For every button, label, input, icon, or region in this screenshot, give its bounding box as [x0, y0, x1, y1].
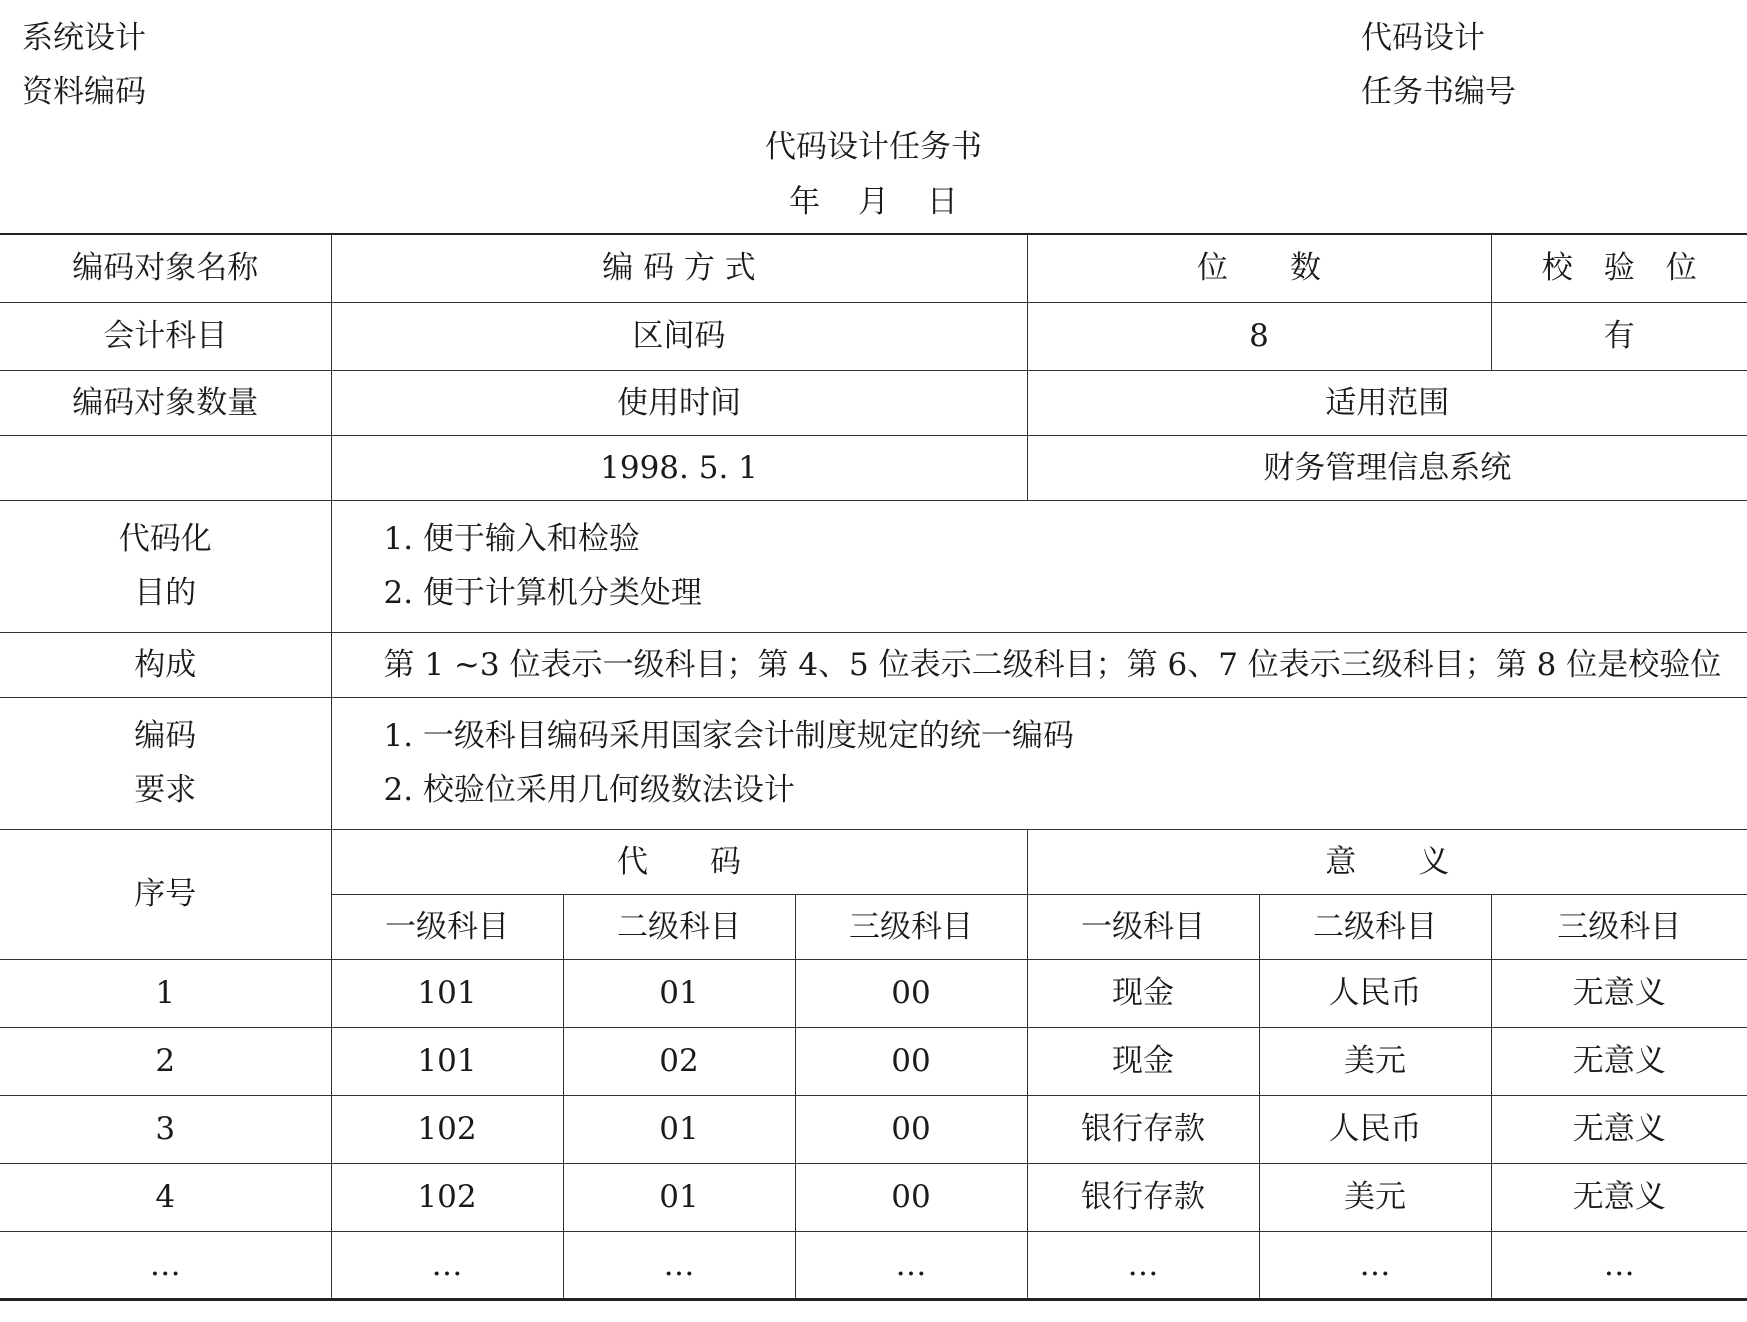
- usage-value-row: [0, 435, 1747, 500]
- cell-code-level2: 01: [563, 1163, 795, 1231]
- meaning-group-header: 意 义: [1027, 829, 1747, 894]
- table-row: [0, 1163, 1747, 1231]
- scope-header: 适用范围: [1027, 370, 1747, 435]
- cell-meaning-level2: 人民币: [1259, 1095, 1491, 1163]
- cell-code-level3: …: [795, 1231, 1027, 1299]
- date-day: 日: [926, 184, 958, 220]
- overview-value-row: [0, 302, 1747, 370]
- scope-value: 财务管理信息系统: [1027, 435, 1747, 500]
- code-design-form: [0, 233, 1747, 1301]
- cell-code-level2: 02: [563, 1027, 795, 1095]
- cell-meaning-level3: 无意义: [1491, 959, 1747, 1027]
- cell-sequence: 3: [0, 1095, 331, 1163]
- task-number-label: 任务书编号: [1361, 74, 1516, 110]
- cell-code-level1: 101: [331, 959, 563, 1027]
- digits-header: 位 数: [1027, 234, 1491, 302]
- cell-meaning-level3: 无意义: [1491, 1095, 1747, 1163]
- cell-sequence: …: [0, 1231, 331, 1299]
- sequence-header: 序号: [0, 829, 331, 959]
- object-count-header: 编码对象数量: [0, 370, 331, 435]
- purpose-row: [0, 500, 1747, 632]
- date-line: [0, 182, 1747, 222]
- table-row: [0, 959, 1747, 1027]
- cell-meaning-level2: 人民币: [1259, 959, 1491, 1027]
- check-digit-value: 有: [1491, 302, 1747, 370]
- cell-code-level1: 102: [331, 1095, 563, 1163]
- cell-meaning-level2: …: [1259, 1231, 1491, 1299]
- system-design-label: 系统设计: [22, 20, 146, 56]
- composition-row: [0, 632, 1747, 697]
- cell-code-level1: 102: [331, 1163, 563, 1231]
- cell-code-level1: …: [331, 1231, 563, 1299]
- digits-value: 8: [1027, 302, 1491, 370]
- cell-code-level3: 00: [795, 959, 1027, 1027]
- code-level3-header: 三级科目: [795, 894, 1027, 959]
- cell-meaning-level3: …: [1491, 1231, 1747, 1299]
- cell-meaning-level1: 现金: [1027, 1027, 1259, 1095]
- requirement-item: 2. 校验位采用几何级数法设计: [383, 772, 795, 808]
- cell-meaning-level2: 美元: [1259, 1163, 1491, 1231]
- purpose-content: [331, 500, 1747, 632]
- cell-code-level3: 00: [795, 1027, 1027, 1095]
- cell-meaning-level1: 银行存款: [1027, 1163, 1259, 1231]
- cell-sequence: 1: [0, 959, 331, 1027]
- purpose-label-line1: 代码化: [118, 521, 212, 557]
- requirement-item: 1. 一级科目编码采用国家会计制度规定的统一编码: [383, 718, 1074, 754]
- coding-method-header: 编 码 方 式: [331, 234, 1027, 302]
- composition-label: 构成: [0, 632, 331, 697]
- purpose-label-line2: 目的: [134, 575, 197, 611]
- cell-code-level2: 01: [563, 1095, 795, 1163]
- cell-code-level1: 101: [331, 1027, 563, 1095]
- meaning-level3-header: 三级科目: [1491, 894, 1747, 959]
- page-title: 代码设计任务书: [765, 129, 982, 165]
- overview-header-row: [0, 234, 1747, 302]
- code-table-header-row: [0, 829, 1747, 894]
- table-row: [0, 1027, 1747, 1095]
- object-count-value: [0, 435, 331, 500]
- usage-header-row: [0, 370, 1747, 435]
- cell-meaning-level2: 美元: [1259, 1027, 1491, 1095]
- meaning-level2-header: 二级科目: [1259, 894, 1491, 959]
- date-month: 月: [858, 184, 889, 220]
- usage-time-header: 使用时间: [331, 370, 1027, 435]
- requirements-row: [0, 697, 1747, 829]
- cell-code-level2: 01: [563, 959, 795, 1027]
- cell-meaning-level1: …: [1027, 1231, 1259, 1299]
- object-name-value: 会计科目: [0, 302, 331, 370]
- cell-meaning-level1: 银行存款: [1027, 1095, 1259, 1163]
- cell-code-level3: 00: [795, 1163, 1027, 1231]
- cell-meaning-level3: 无意义: [1491, 1027, 1747, 1095]
- date-year: 年: [789, 184, 821, 220]
- document-code-label: 资料编码: [22, 74, 146, 110]
- cell-meaning-level1: 现金: [1027, 959, 1259, 1027]
- check-digit-header: 校 验 位: [1491, 234, 1747, 302]
- code-level1-header: 一级科目: [331, 894, 563, 959]
- code-design-label: 代码设计: [1361, 20, 1485, 56]
- purpose-label: [0, 500, 331, 632]
- code-level2-header: 二级科目: [563, 894, 795, 959]
- meaning-level1-header: 一级科目: [1027, 894, 1259, 959]
- cell-code-level3: 00: [795, 1095, 1027, 1163]
- requirements-label: [0, 697, 331, 829]
- requirements-content: [331, 697, 1747, 829]
- cell-sequence: 4: [0, 1163, 331, 1231]
- code-group-header: 代 码: [331, 829, 1027, 894]
- purpose-item: 1. 便于输入和检验: [383, 521, 640, 557]
- cell-sequence: 2: [0, 1027, 331, 1095]
- object-name-header: 编码对象名称: [0, 234, 331, 302]
- cell-meaning-level3: 无意义: [1491, 1163, 1747, 1231]
- requirements-label-line2: 要求: [134, 772, 197, 808]
- coding-method-value: 区间码: [331, 302, 1027, 370]
- purpose-item: 2. 便于计算机分类处理: [383, 575, 702, 611]
- table-row: [0, 1231, 1747, 1299]
- composition-text: 第 1 ~3 位表示一级科目；第 4、5 位表示二级科目；第 6、7 位表示三级科目；第 8 位是校验位: [331, 632, 1747, 697]
- requirements-label-line1: 编码: [134, 718, 197, 754]
- usage-time-value: 1998. 5. 1: [331, 435, 1027, 500]
- table-row: [0, 1095, 1747, 1163]
- cell-code-level2: …: [563, 1231, 795, 1299]
